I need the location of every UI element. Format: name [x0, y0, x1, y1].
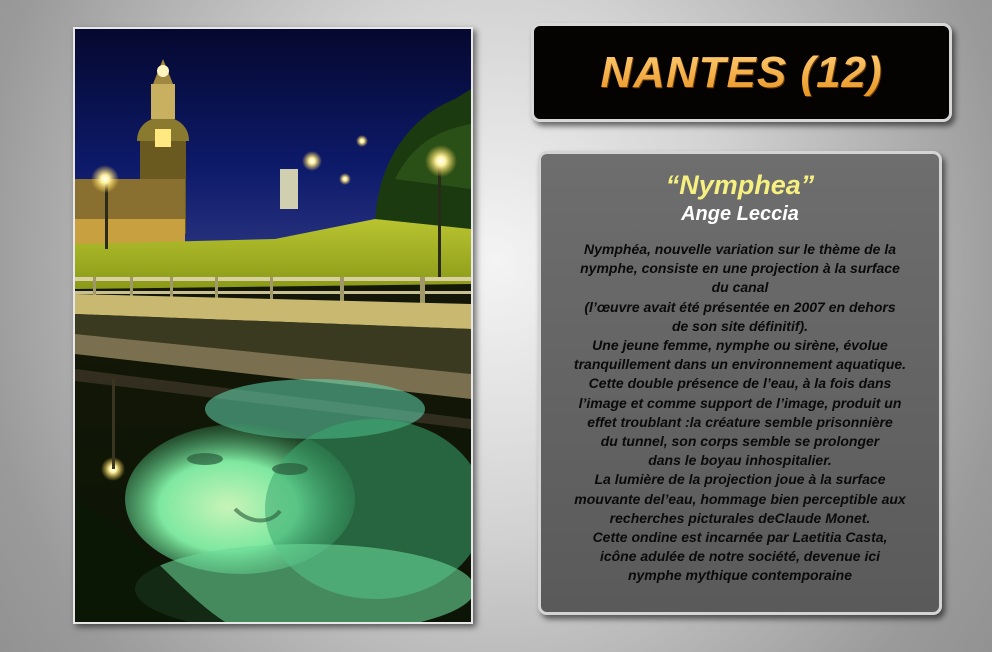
- description-line: Cette ondine est incarnée par Laetitia Casta,: [592, 529, 888, 546]
- description-line: l’image et comme support de l’image, produit un: [578, 394, 902, 411]
- description-line: (l’œuvre avait été présentée en 2007 en dehors: [584, 298, 896, 315]
- description-line: La lumière de la projection joue à la surface: [594, 471, 886, 488]
- description-line: dans le boyau inhospitalier.: [648, 452, 832, 469]
- description-panel: [538, 151, 942, 615]
- description-line: nymphe mythique contemporaine: [627, 567, 853, 584]
- description-line: du canal: [711, 279, 769, 296]
- description-line: Nymphéa, nouvelle variation sur le thème de la: [584, 241, 896, 257]
- description-line: du tunnel, son corps semble se prolonger: [600, 433, 880, 450]
- description-line: de son site définitif).: [671, 317, 809, 334]
- description-line: mouvante del’eau, hommage bien perceptible aux: [574, 490, 906, 507]
- artist-name: Ange Leccia: [681, 203, 799, 225]
- description-line: icône adulée de notre société, devenue ici: [599, 548, 881, 565]
- artwork-description: [544, 240, 936, 586]
- description-line: nymphe, consiste en une projection à la surface: [580, 260, 900, 277]
- title-banner: [531, 23, 952, 122]
- description-line: Une jeune femme, nymphe ou sirène, évolue: [592, 337, 888, 354]
- description-line: Cette double présence de l’eau, à la fois dans: [588, 375, 892, 392]
- description-line: effet troublant :la créature semble prisonnière: [587, 413, 893, 430]
- description-line: recherches picturales deClaude Monet.: [609, 509, 871, 526]
- description-line: tranquillement dans un environnement aquatique.: [573, 356, 907, 373]
- page-title: NANTES (12): [600, 47, 883, 97]
- canal-night-photo: [73, 27, 473, 624]
- artwork-title: “Nymphea”: [665, 170, 815, 200]
